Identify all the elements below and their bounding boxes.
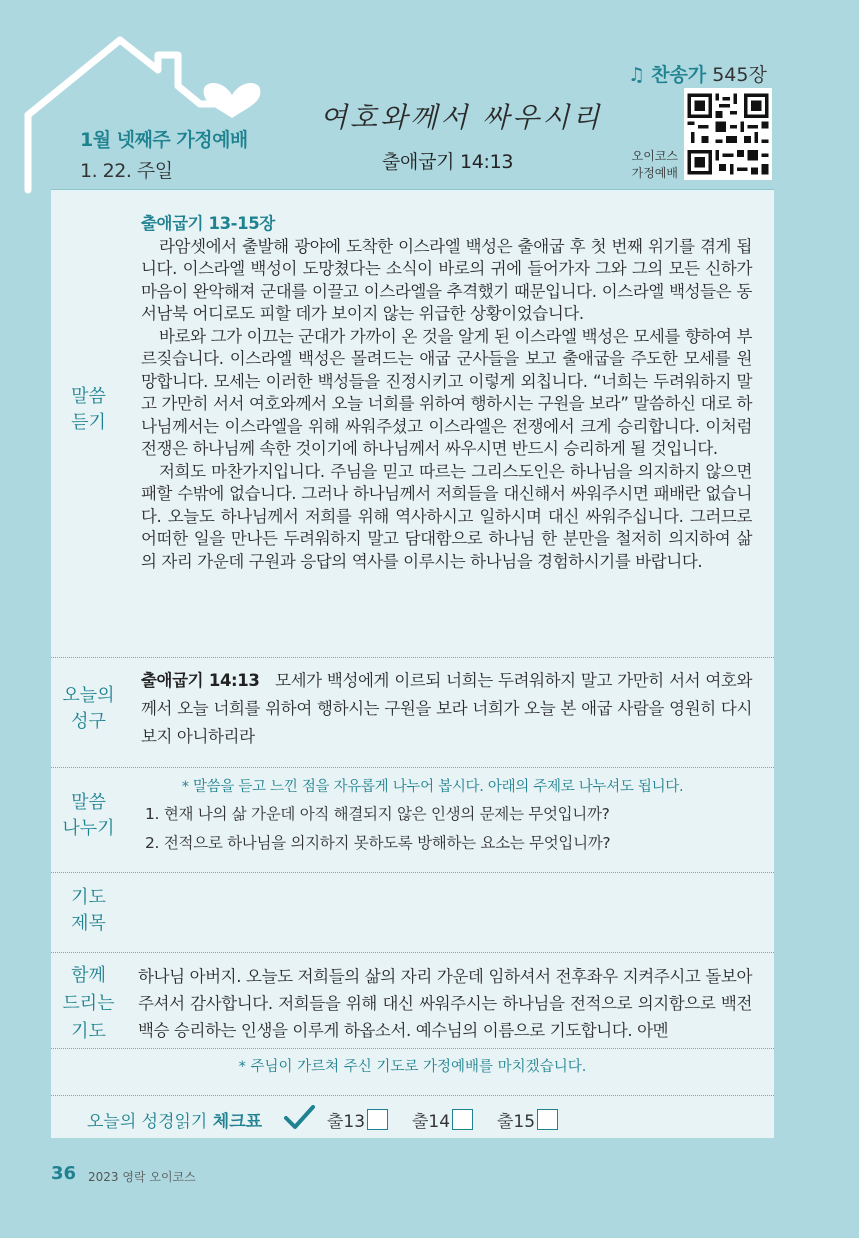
check-mark-icon bbox=[283, 1105, 315, 1131]
section-prayer-title bbox=[51, 872, 774, 953]
verse-text bbox=[141, 667, 752, 751]
section-label: 말씀 나누기 bbox=[62, 792, 115, 839]
sermon-text bbox=[141, 213, 752, 573]
prayer-text: 하나님 아버지. 오늘도 저희들의 삶의 자리 가운데 임하셔서 전후좌우 지켜주시고 돌보아 주셔서 감사합니다. 저희들을 위해 대신 싸워주시는 하나님을 전적으로 의지함으로 백전백승 승리하는 인생을 이루게 하옵소서. 예수님의 이름으로 기도합니다. 아멘 bbox=[138, 967, 752, 1040]
reading-checklist bbox=[51, 1095, 774, 1139]
checkbox[interactable] bbox=[537, 1109, 558, 1130]
share-note: * 말씀을 듣고 느낀 점을 자유롭게 나누어 봅시다. 아래의 주제로 나누셔도 됩니다. bbox=[181, 779, 684, 795]
hymn-number: 545장 bbox=[712, 64, 767, 86]
share-question: 2. 전적으로 하나님을 의지하지 못하도록 방해하는 요소는 무엇입니까? bbox=[145, 833, 611, 852]
qr-label bbox=[618, 148, 678, 182]
worship-date: 1. 22. 주일 bbox=[80, 160, 173, 182]
section-prayer bbox=[51, 952, 774, 1049]
section-label: 기도 제목 bbox=[71, 887, 106, 934]
closing-note: * 주님이 가르쳐 주신 기도로 가정예배를 마치겠습니다. bbox=[238, 1059, 587, 1075]
scripture-reference: 출애굽기 13-15장 bbox=[141, 214, 275, 233]
checklist-label: 오늘의 성경읽기 체크표 bbox=[87, 1112, 263, 1132]
qr-label-line1: 오이코스 bbox=[631, 149, 678, 163]
section-listen bbox=[51, 190, 774, 658]
sermon-paragraph: 저희도 마찬가지입니다. 주님을 믿고 따르는 그리스도인은 하나님을 의지하지 않으면 패할 수밖에 없습니다. 그러나 하나님께서 저희들을 대신해서 싸워주시면 패배란 없습니다. 오늘도 하나님께서 저희를 위해 역사하시고 일하시며 대신 싸워주십니다. 그러므로 어떠한 일을 만나든 두려워하지 말고 담대함으로 하나님 한 분만을 철저히 의지하여 삶의 자리 가운데 구원과 응답의 역사를 이루시는 하나님을 경험하시기를 바랍니다. bbox=[141, 461, 752, 571]
hymn-info bbox=[628, 60, 767, 87]
hymn-label: 찬송가 bbox=[651, 64, 707, 86]
section-label: 말씀 듣기 bbox=[71, 386, 106, 433]
section-label: 함께 드리는 기도 bbox=[62, 965, 115, 1042]
checklist-item[interactable]: 출13 bbox=[327, 1107, 388, 1132]
checkbox[interactable] bbox=[367, 1109, 388, 1130]
verse-body: 모세가 백성에게 이르되 너희는 두려워하지 말고 가만히 서서 여호와께서 오늘 너희를 위하여 행하시는 구원을 보라 너희가 오늘 본 애굽 사람을 영원히 다시 보지 아니하리라 bbox=[141, 671, 752, 746]
qr-label-line2: 가정예배 bbox=[631, 166, 678, 180]
section-label: 오늘의 성구 bbox=[62, 685, 115, 732]
checklist-item[interactable]: 출15 bbox=[497, 1107, 558, 1132]
share-content bbox=[141, 776, 724, 856]
sermon-paragraph: 라암셋에서 출발해 광야에 도착한 이스라엘 백성은 출애굽 후 첫 번째 위기를 겪게 됩니다. 이스라엘 백성이 도망쳤다는 소식이 바로의 귀에 들어가자 그와 그의 모든 신하가 마음이 완악해져 군대를 이끌고 이스라엘을 추격했기 때문입니다. 이스라엘 백성들은 동서남북 어디로도 피할 데가 보이지 않는 위급한 상황이었습니다. bbox=[141, 236, 752, 323]
footer-text: 2023 영락 오이코스 bbox=[88, 1170, 196, 1184]
scripture-subtitle: 출애굽기 14:13 bbox=[382, 151, 514, 173]
qr-code-icon[interactable] bbox=[684, 88, 772, 180]
checkbox[interactable] bbox=[452, 1109, 473, 1130]
section-verse bbox=[51, 657, 774, 768]
section-share bbox=[51, 767, 774, 873]
checklist-item[interactable]: 출14 bbox=[412, 1107, 473, 1132]
worship-card bbox=[51, 189, 774, 1138]
sermon-paragraph: 바로와 그가 이끄는 군대가 가까이 온 것을 알게 된 이스라엘 백성은 모세를 향하여 부르짖습니다. 이스라엘 백성은 몰려드는 애굽 군사들을 보고 출애굽을 주도한 모세를 원망합니다. 모세는 이러한 백성들을 진정시키고 이렇게 외칩니다. “너희는 두려워하지 말고 가만히 서서 여호와께서 오늘 너희를 위하여 행하시는 구원을 보라” 말씀하신 대로 하나님께서는 이스라엘을 위해 싸워주셨고 이스라엘은 전쟁에서 크게 승리합니다. 이처럼 전쟁은 하나님께 속한 것이기에 하나님께서 싸우시면 반드시 승리하게 될 것입니다. bbox=[141, 326, 752, 458]
page-number: 36 bbox=[51, 1163, 77, 1184]
page-title: 여호와께서 싸우시리 bbox=[320, 101, 603, 134]
music-note-icon: ♫ bbox=[628, 64, 646, 86]
verse-reference: 출애굽기 14:13 bbox=[141, 671, 260, 690]
worship-week-label: 1월 넷째주 가정예배 bbox=[80, 129, 248, 151]
share-question: 1. 현재 나의 삶 가운데 아직 해결되지 않은 인생의 문제는 무엇입니까? bbox=[145, 804, 610, 823]
